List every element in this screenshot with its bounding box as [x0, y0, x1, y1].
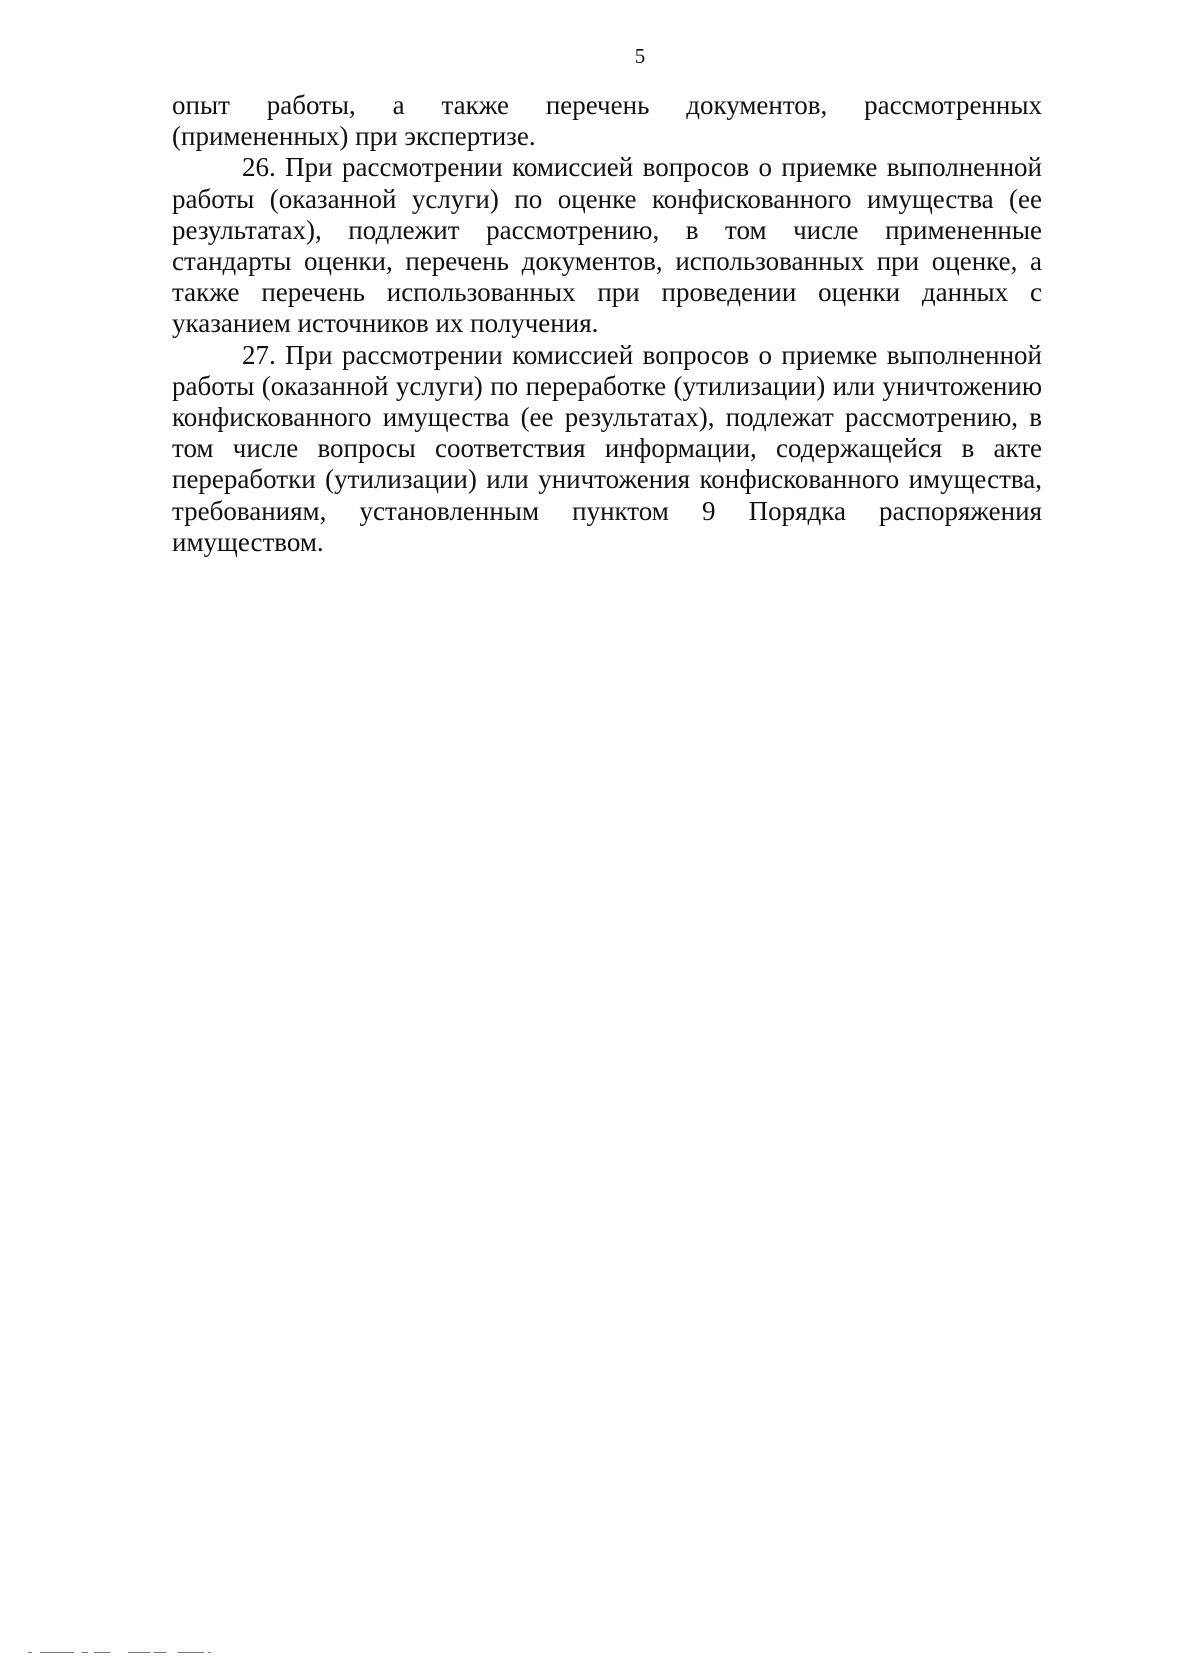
paragraph-continuation: опыт работы, а также перечень документов, рассмотренных (примененных) при экспертизе. — [172, 90, 1042, 152]
paragraph-item-27: 27. При рассмотрении комиссией вопросов о приемке выполненной работы (оказанной услуги) по переработке (утилизации) или уничтожению конфискованного имущества (ее результатах), подлежат рассмотрению, в том числе вопросы соответствия информации, содержащейся в акте переработки (утилизации) или уничтожения конфискованного имущества, требованиям, установленным пунктом 9 Порядка распоряжения имуществом. — [172, 339, 1042, 557]
document-body — [172, 90, 1042, 558]
page-number: 5 — [634, 44, 646, 68]
paragraph-item-26: 26. При рассмотрении комиссией вопросов о приемке выполненной работы (оказанной услуги) по оценке конфискованного имущества (ее результатах), подлежит рассмотрению, в том числе примененные стандарты оценки, перечень документов, использованных при оценке, а также перечень использованных при проведении оценки данных с указанием источников их получения. — [172, 152, 1042, 339]
scan-artifact-marks — [28, 1650, 228, 1656]
